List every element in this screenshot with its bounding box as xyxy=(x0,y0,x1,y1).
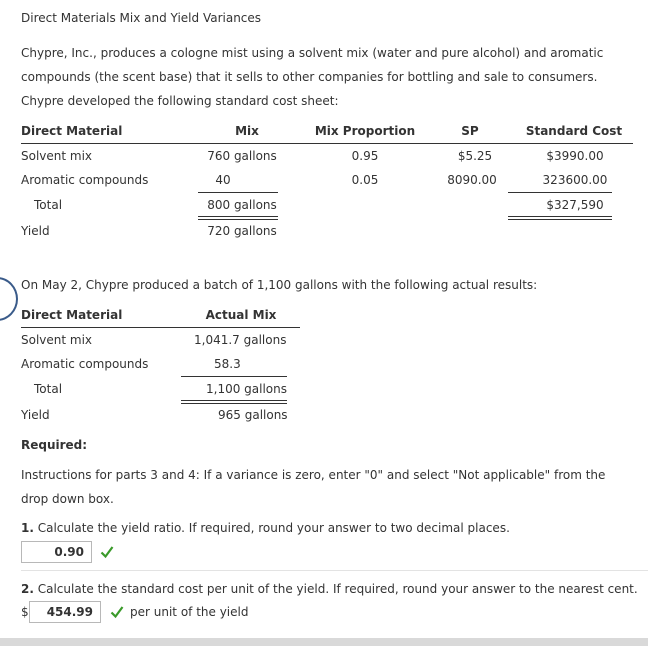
header-standard-cost: Standard Cost xyxy=(525,124,623,138)
row-proportion: 0.95 xyxy=(351,149,379,163)
header-direct-material: Direct Material xyxy=(21,308,123,322)
answer-suffix: per unit of the yield xyxy=(130,605,249,619)
yield-ratio-input[interactable]: 0.90 xyxy=(21,541,92,563)
standard-cost-per-unit-input[interactable]: 454.99 xyxy=(29,601,101,623)
intro-line-3: Chypre developed the following standard cost sheet: xyxy=(21,94,339,108)
bottom-scroll-bar xyxy=(0,638,648,646)
question-1 xyxy=(21,521,510,535)
section-divider xyxy=(21,570,648,571)
row-mix: 1,041.7 gallons xyxy=(194,333,287,347)
currency-symbol: $ xyxy=(21,605,29,619)
question-text: Calculate the standard cost per unit of the yield. If required, round your answer to the nearest cent. xyxy=(33,582,638,596)
row-sp: 8090.00 xyxy=(447,173,497,187)
total-label: Total xyxy=(34,198,63,212)
page-title: Direct Materials Mix and Yield Variances xyxy=(21,11,262,25)
row-proportion: 0.05 xyxy=(351,173,379,187)
header-mix: Mix xyxy=(235,124,259,138)
row-material: Aromatic compounds xyxy=(21,173,149,187)
header-rule xyxy=(21,143,633,144)
instructions-line-1: Instructions for parts 3 and 4: If a variance is zero, enter "0" and select "Not applicable" from the xyxy=(21,468,606,482)
check-icon xyxy=(110,605,124,619)
cost-total-double-rule xyxy=(508,216,612,220)
question-text: Calculate the yield ratio. If required, round your answer to two decimal places. xyxy=(33,521,510,535)
intro-line-2: compounds (the scent base) that it sells to other companies for bottling and sale to consumers. xyxy=(21,70,598,84)
row-sp: $5.25 xyxy=(457,149,493,163)
required-label: Required: xyxy=(21,438,88,452)
total-label: Total xyxy=(34,382,63,396)
header-sp: SP xyxy=(461,124,479,138)
total-mix: 1,100 gallons xyxy=(206,382,288,396)
check-icon xyxy=(100,545,114,559)
yield-mix: 965 gallons xyxy=(218,408,288,422)
mix-total-double-rule xyxy=(198,216,278,220)
total-double-rule xyxy=(181,400,287,404)
focus-circle-marker xyxy=(0,277,18,321)
total-cost: $327,590 xyxy=(546,198,604,212)
instructions-line-2: drop down box. xyxy=(21,492,114,506)
question-2 xyxy=(21,582,638,596)
question-number: 1. xyxy=(21,521,34,535)
intro-line-1: Chypre, Inc., produces a cologne mist using a solvent mix (water and pure alcohol) and aromatic xyxy=(21,46,604,60)
actual-intro: On May 2, Chypre produced a batch of 1,100 gallons with the following actual results: xyxy=(21,278,538,292)
subtotal-rule xyxy=(181,376,287,377)
cost-subtotal-rule xyxy=(508,192,612,193)
row-mix: 760 gallons xyxy=(207,149,277,163)
row-mix: 40 xyxy=(215,173,231,187)
mix-subtotal-rule xyxy=(198,192,278,193)
question-number: 2. xyxy=(21,582,34,596)
yield-label: Yield xyxy=(21,224,50,238)
header-direct-material: Direct Material xyxy=(21,124,123,138)
row-cost: $3990.00 xyxy=(546,149,604,163)
row-cost: 323600.00 xyxy=(542,173,608,187)
yield-label: Yield xyxy=(21,408,50,422)
row-material: Solvent mix xyxy=(21,149,93,163)
header-rule xyxy=(21,327,300,328)
row-material: Aromatic compounds xyxy=(21,357,149,371)
header-mix-proportion: Mix Proportion xyxy=(314,124,416,138)
row-material: Solvent mix xyxy=(21,333,93,347)
header-actual-mix: Actual Mix xyxy=(205,308,277,322)
yield-mix: 720 gallons xyxy=(207,224,277,238)
row-mix: 58.3 xyxy=(214,357,241,371)
total-mix: 800 gallons xyxy=(207,198,277,212)
